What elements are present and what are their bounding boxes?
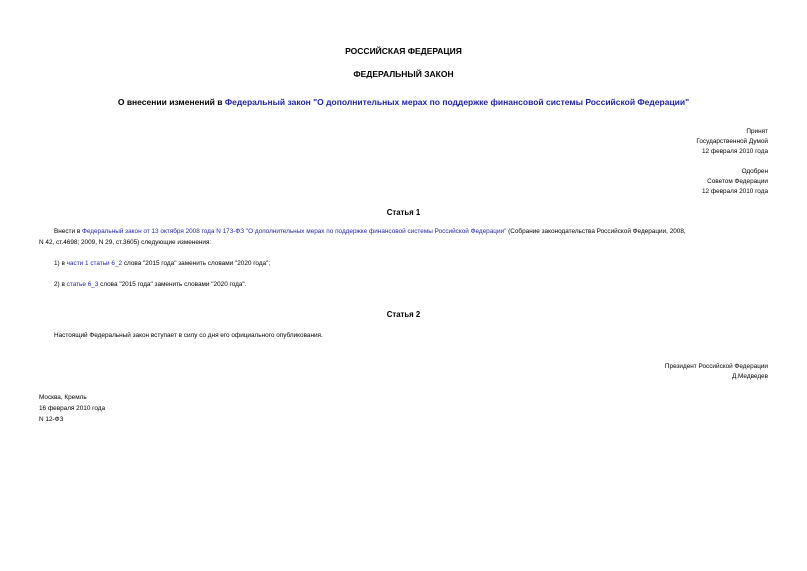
item-1-suffix: слова "2015 года" заменить словами "2020 года";: [122, 260, 271, 267]
approved-body: Советом Федерации: [707, 178, 768, 185]
article-1-intro: [39, 226, 771, 248]
signature-position: Президент Российской Федерации: [664, 363, 768, 370]
item-2-prefix: 2) в: [54, 281, 67, 288]
footer-block: [39, 392, 105, 425]
article-2-text: Настоящий Федеральный закон вступает в силу со дня его официального опубликования.: [54, 332, 323, 339]
item-2-link[interactable]: статье 6_3: [66, 281, 99, 288]
intro-suffix: (Собрание законодательства Российской Федерации, 2008,: [506, 228, 686, 235]
article-2-heading: Статья 2: [386, 310, 421, 319]
intro-law-link[interactable]: Федеральный закон от 13 октября 2008 года N 173-ФЗ "О дополнительных мерах по поддержке финансовой системы Российской Федерации": [81, 228, 507, 235]
item-1-prefix: 1) в: [54, 260, 67, 267]
title-law-link[interactable]: Федеральный закон "О дополнительных мерах по поддержке финансовой системы Российской Федерации": [224, 97, 690, 107]
article-1-item-2: [54, 279, 246, 290]
approved-label: Одобрен: [741, 168, 768, 175]
article-1-intro-line1: [39, 226, 771, 237]
item-2-suffix: слова "2015 года" заменить словами "2020 года".: [98, 281, 247, 288]
intro-prefix: Внести в: [54, 228, 82, 235]
footer-date: 16 февраля 2010 года: [39, 405, 106, 412]
adopted-label: Принят: [746, 128, 768, 135]
article-1-heading: Статья 1: [386, 208, 421, 217]
law-type-heading: ФЕДЕРАЛЬНЫЙ ЗАКОН: [353, 69, 454, 79]
approved-block: [702, 167, 768, 197]
approved-date: 12 февраля 2010 года: [701, 188, 768, 195]
footer-place: Москва, Кремль: [39, 394, 87, 401]
adopted-body: Государственной Думой: [696, 138, 768, 145]
signature-block: [665, 362, 768, 382]
adopted-block: [696, 127, 768, 157]
item-1-link[interactable]: части 1 статьи 6_2: [66, 260, 123, 267]
document-title: [0, 97, 807, 107]
title-prefix: О внесении изменений в: [117, 97, 225, 107]
signature-name: Д.Медведев: [731, 373, 768, 380]
article-1-item-1: [54, 258, 270, 269]
article-1-intro-line2: N 42, ст.4698; 2009, N 29, ст.3605) следующие изменения:: [39, 239, 212, 246]
footer-number: N 12-ФЗ: [39, 416, 64, 423]
adopted-date: 12 февраля 2010 года: [701, 148, 768, 155]
country-heading: РОССИЙСКАЯ ФЕДЕРАЦИЯ: [345, 46, 462, 56]
